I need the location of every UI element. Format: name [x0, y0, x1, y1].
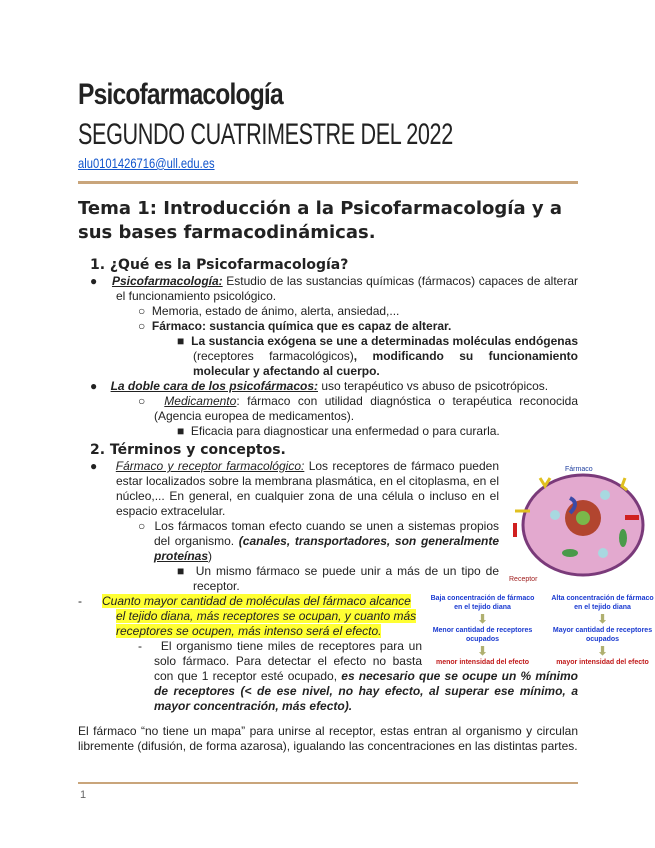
section-heading: Tema 1: Introducción a la Psicofarmacología y a sus bases farmacodinámicas. — [78, 198, 563, 243]
list-item: ● La doble cara de los psicofármacos: uso terapéutico vs abuso de psicotrópicos. — [90, 379, 549, 393]
diagram-text: Menor cantidad de receptores ocupados — [432, 627, 533, 643]
diagram-text: Mayor cantidad de receptores ocupados — [552, 627, 653, 643]
subheading: 1. ¿Qué es la Psicofarmacología? — [90, 257, 349, 273]
footer-divider — [78, 782, 578, 784]
email-link[interactable]: alu0101426716@ull.edu.es — [78, 155, 215, 171]
list-item: ■ Eficacia para diagnosticar una enfermedad o para curarla. — [177, 424, 500, 438]
arrow-down-icon: ⬇ — [477, 644, 488, 658]
diagram-column-high — [550, 594, 655, 667]
doc-title: Psicofarmacología — [78, 78, 283, 111]
subheading: 2. Términos y conceptos. — [90, 442, 286, 458]
concentration-diagram — [430, 594, 655, 667]
drug-label: Fármaco — [565, 466, 593, 473]
content — [78, 0, 654, 754]
diagram-column-low — [430, 594, 535, 667]
list-item: ○ Fármaco: sustancia química que es capaz de alterar. — [138, 319, 452, 333]
cell-receptor-image — [505, 463, 655, 588]
page-footer — [78, 782, 578, 822]
diagram-text: menor intensidad del efecto — [436, 659, 529, 666]
arrow-down-icon: ⬇ — [597, 644, 608, 658]
arrow-down-icon: ⬇ — [597, 612, 608, 626]
paragraph: El fármaco “no tiene un mapa” para unirse al receptor, estas entran al organismo y circulan libremente (difusión, de forma azarosa), igualando las concentraciones en las distintas partes. — [78, 724, 578, 753]
list-item: ○ Los fármacos toman efecto cuando se unen a sistemas propios del organismo. (canales, transportadores, son generalmente proteínas) — [138, 519, 500, 563]
list-item: ● Fármaco y receptor farmacológico: Los receptores de fármaco pueden estar localizados sobre la membrana plasmática, en el citoplasma, en el núcleo,... En general, en cualquier zona de una célula o incluso en el espacio extracelular. — [90, 459, 499, 518]
diagram-text: mayor intensidad del efecto — [556, 659, 649, 666]
doc-subtitle: SEGUNDO CUATRIMESTRE DEL 2022 — [78, 118, 453, 151]
list-item: ■ Un mismo fármaco se puede unir a más de un tipo de receptor. — [177, 564, 499, 593]
list-item: ■ La sustancia exógena se une a determinadas moléculas endógenas (receptores farmacológicos), modificando su funcionamiento molecular y afectando al cuerpo. — [177, 334, 578, 378]
list-item: ● Psicofarmacología: Estudio de las sustancias químicas (fármacos) capaces de alterar el funcionamiento psicológico. — [90, 274, 578, 303]
diagram-text: Alta concentración de fármaco en el tejido diana — [551, 595, 654, 611]
receptor-label: Receptor — [509, 576, 538, 583]
diagram-text: Baja concentración de fármaco en el tejido diana — [430, 595, 535, 611]
list-item: ○ Medicamento: fármaco con utilidad diagnóstica o terapéutica reconocida (Agencia europea de medicamentos). — [138, 394, 579, 423]
page-number: 1 — [80, 789, 87, 801]
arrow-down-icon: ⬇ — [477, 612, 488, 626]
highlighted-item: - Cuanto mayor cantidad de moléculas del fármaco alcance el tejido diana, más receptores se ocupan, y cuanto más receptores se ocupen, más intenso será el efecto. — [78, 594, 417, 638]
list-item: ○ Memoria, estado de ánimo, alerta, ansiedad,... — [138, 304, 400, 318]
list-item: - El organismo tiene miles de receptores para un solo fármaco. Para detectar el efecto no basta con que 1 receptor esté ocupado, es necesario que se ocupe un % mínimo de receptores (< de ese nivel, no hay efecto, al superar ese mínimo, a mayor concentración, más efecto). — [138, 639, 578, 713]
